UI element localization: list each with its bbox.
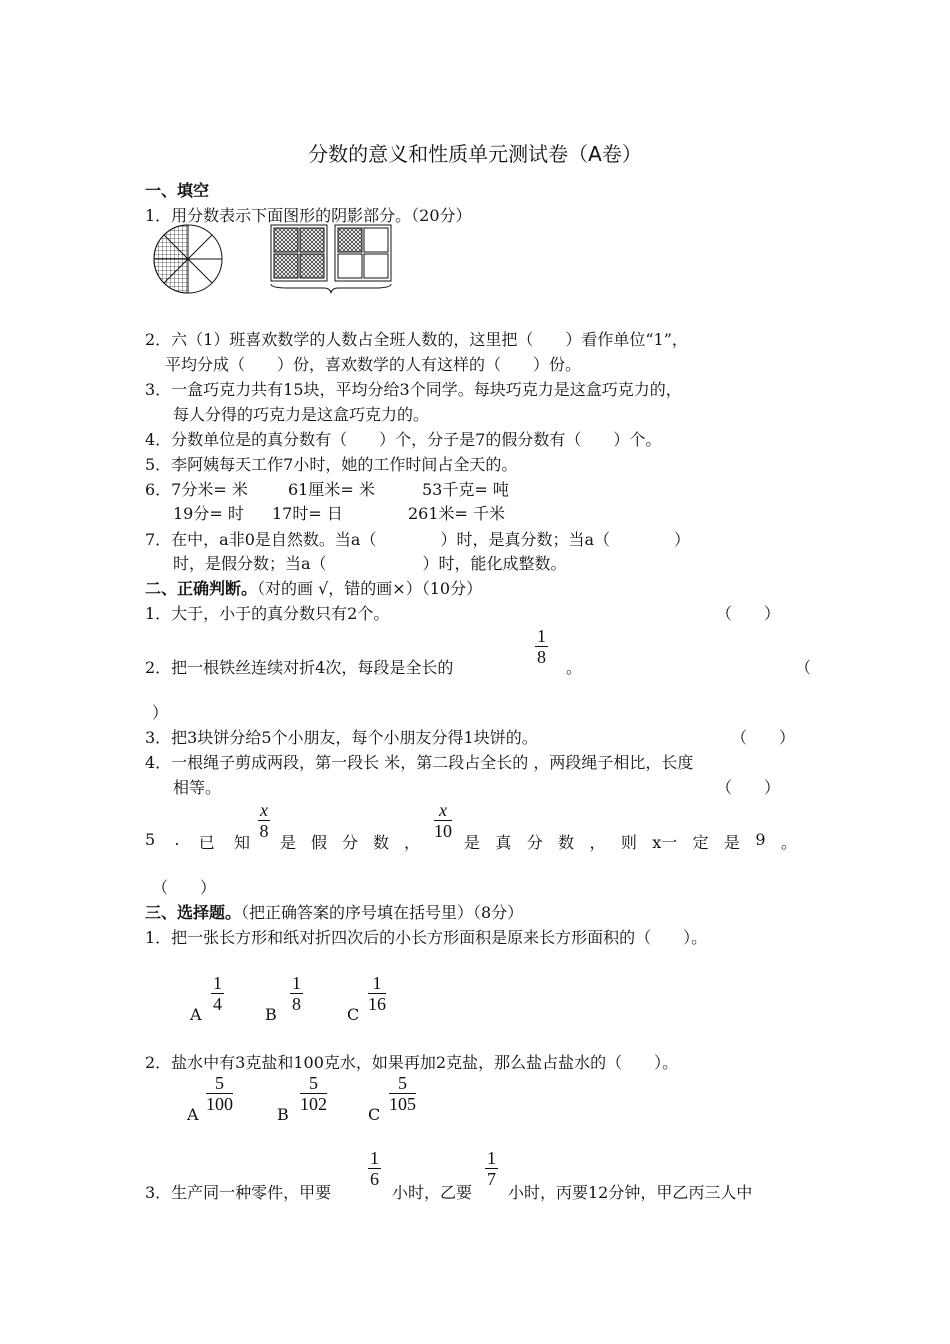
- q5-char: 则: [620, 833, 637, 852]
- s2-q2-paren-close: ）: [152, 703, 169, 722]
- s2-q3: 3．把3块饼分给5个小朋友，每个小朋友分得1块饼的。: [145, 728, 538, 747]
- s1-q2-line2: 平均分成（ ）份，喜欢数学的人有这样的（ ）份。: [165, 355, 582, 374]
- s1-q2-line1: 2．六（1）班喜欢数学的人数占全班人数的，这里把（ ）看作单位“1”，: [145, 330, 688, 349]
- s3-q1-option-c-fraction: [368, 973, 386, 1014]
- s2-q2-end: 。: [566, 658, 583, 677]
- s2-q4-line1: 4．一根绳子剪成两段，第一段长 米，第二段占全长的 ，两段绳子相比，长度: [145, 753, 694, 772]
- fraction-numerator: 5: [206, 1073, 233, 1094]
- q5-char: 真: [495, 833, 512, 852]
- s3-q2-option-c-label: C: [368, 1105, 381, 1124]
- q5-char: 定: [692, 833, 709, 852]
- s2-q4-paren: （ ）: [716, 778, 781, 797]
- q5-char: .: [174, 830, 180, 849]
- s3-q1: 1．把一张长方形和纸对折四次后的小长方形面积是原来长方形面积的（ ）。: [145, 928, 708, 947]
- s3-q2-option-c-fraction: [389, 1073, 416, 1114]
- q5-char: 数: [558, 833, 575, 852]
- s2-q2-paren-open: （: [795, 658, 812, 677]
- q5-char: 。: [780, 833, 797, 852]
- s1-q5: 5．李阿姨每天工作7小时，她的工作时间占全天的。: [145, 455, 518, 474]
- fraction-denominator: 6: [370, 1169, 379, 1189]
- s2-q5-start: [145, 830, 250, 853]
- q5-char: 数: [372, 833, 389, 852]
- s3-q3-c: 小时，丙要12分钟，甲乙丙三人中: [508, 1183, 753, 1202]
- s3-q1-option-b-fraction: [290, 973, 303, 1014]
- s1-q3-line1: 3．一盒巧克力共有15块，平均分给3个同学。每块巧克力是这盒巧克力的，: [145, 380, 682, 399]
- section3-heading-title: 三、选择题。: [145, 903, 242, 922]
- q5-char: 知: [233, 833, 250, 852]
- s1-q7-line1: 7．在中，a非0是自然数。当a（ ）时，是真分数；当a（ ）: [145, 530, 690, 549]
- section1-heading: 一、填空: [145, 181, 210, 200]
- s2-q2: 2．把一根铁丝连续对折4次，每段是全长的: [145, 658, 454, 677]
- q5-char: 分: [341, 833, 358, 852]
- fraction-denominator: 8: [259, 821, 269, 841]
- fraction-numerator: 1: [213, 973, 222, 993]
- s2-q2-fraction: [535, 626, 548, 667]
- q5-char: ，: [403, 833, 420, 852]
- fraction-numerator: 1: [368, 973, 386, 994]
- fraction-numerator: x: [434, 800, 452, 821]
- s1-q6-e: 17时= 日: [272, 504, 343, 523]
- q5-char: ，: [589, 833, 606, 852]
- fraction-denominator: 4: [213, 994, 222, 1014]
- s3-q2-option-b-fraction: [300, 1073, 327, 1114]
- fraction-numerator: 1: [292, 973, 301, 993]
- s1-q6-d: 19分= 时: [173, 504, 244, 523]
- q5-char: 是: [280, 833, 297, 852]
- q5-char: 9: [755, 830, 766, 849]
- squares-figure: [268, 222, 398, 297]
- fraction-denominator: 7: [487, 1169, 496, 1189]
- fraction-denominator: 102: [300, 1094, 327, 1114]
- s1-q6-f: 261米= 千米: [408, 504, 506, 523]
- section2-heading-note: （对的画 √，错的画×）（10分）: [257, 579, 483, 598]
- s1-q6-b: 61厘米= 米: [288, 480, 375, 499]
- s1-q6-a: 6．7分米= 米: [145, 480, 248, 499]
- s3-q1-option-c-label: C: [347, 1005, 360, 1024]
- q5-char: 是: [724, 833, 741, 852]
- fraction-numerator: 5: [300, 1073, 327, 1094]
- s2-q3-paren: （ ）: [731, 728, 796, 747]
- s2-q1: 1．大于，小于的真分数只有2个。: [145, 604, 390, 623]
- s3-q2-option-a-label: A: [187, 1105, 199, 1124]
- section3-heading-note: （把正确答案的序号填在括号里）（8分）: [241, 903, 524, 922]
- s3-q1-option-a-fraction: [211, 973, 224, 1014]
- pie-figure: [150, 222, 230, 296]
- fraction-numerator: 1: [537, 626, 546, 646]
- s3-q1-option-b-label: B: [265, 1005, 277, 1024]
- q5-char: 假: [310, 833, 327, 852]
- fraction-numerator: 1: [370, 1148, 379, 1168]
- s2-q5-fraction-2: [434, 800, 452, 841]
- fraction-numerator: 1: [487, 1148, 496, 1168]
- section3-heading: [145, 900, 523, 923]
- s3-q2-option-a-fraction: [206, 1073, 233, 1114]
- s1-q1: 1．用分数表示下面图形的阴影部分。（20分）: [145, 206, 472, 225]
- s2-q5-end: [464, 830, 797, 853]
- fraction-numerator: 5: [389, 1073, 416, 1094]
- s3-q3-b: 小时，乙要: [392, 1183, 473, 1202]
- q5-char: x一: [652, 833, 678, 852]
- fraction-denominator: 8: [537, 647, 546, 667]
- s3-q3-fraction-1: [368, 1148, 381, 1189]
- fraction-denominator: 16: [368, 994, 386, 1014]
- q5-char: 分: [526, 833, 543, 852]
- s2-q5-paren: （ ）: [152, 878, 217, 897]
- s3-q2: 2．盐水中有3克盐和100克水，如果再加2克盐，那么盐占盐水的（ ）。: [145, 1053, 679, 1072]
- q5-char: 是: [464, 833, 481, 852]
- s1-q4: 4．分数单位是的真分数有（ ）个，分子是7的假分数有（ ）个。: [145, 430, 662, 449]
- fraction-denominator: 8: [292, 994, 301, 1014]
- s2-q5-fraction-1: [258, 800, 270, 841]
- fraction-numerator: x: [260, 800, 268, 820]
- s2-q5-middle: [280, 830, 420, 853]
- s2-q4-line2: 相等。: [173, 778, 222, 797]
- s1-q6-c: 53千克= 吨: [422, 480, 509, 499]
- s2-q1-paren: （ ）: [716, 604, 781, 623]
- fraction-denominator: 10: [434, 821, 452, 841]
- s3-q3-a: 3．生产同一种零件，甲要: [145, 1183, 332, 1202]
- s3-q3-fraction-2: [485, 1148, 498, 1189]
- s1-q7-line2: 时，是假分数；当a（ ）时，能化成整数。: [173, 554, 567, 573]
- s3-q2-option-b-label: B: [277, 1105, 289, 1124]
- section2-heading: [145, 576, 482, 599]
- s1-q3-line2: 每人分得的巧克力是这盒巧克力的。: [173, 405, 430, 424]
- fraction-denominator: 105: [389, 1094, 416, 1114]
- q5-char: 5: [145, 830, 156, 849]
- fraction-denominator: 100: [206, 1094, 233, 1114]
- section2-heading-title: 二、正确判断。: [145, 579, 258, 598]
- page-title: 分数的意义和性质单元测试卷（A卷）: [308, 142, 642, 166]
- s3-q1-option-a-label: A: [190, 1005, 202, 1024]
- q5-char: 已: [198, 833, 215, 852]
